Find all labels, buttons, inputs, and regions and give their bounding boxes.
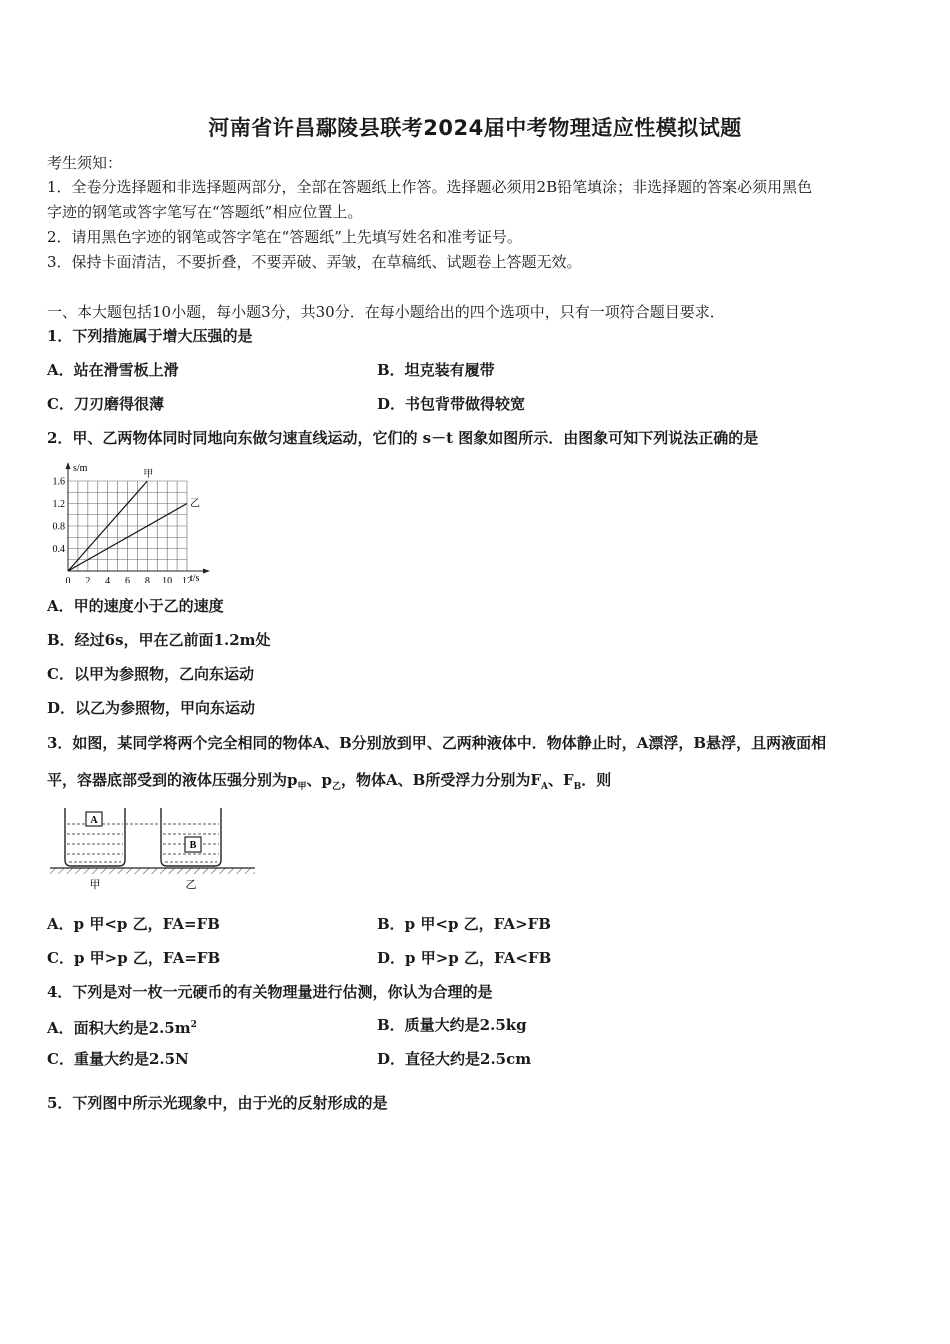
question-1-option-c: C．刀刃磨得很薄	[47, 395, 164, 413]
notice-heading: 考生须知：	[47, 154, 123, 172]
st-graph	[40, 458, 220, 583]
series-label-yi: 乙	[190, 498, 200, 510]
section-heading: 一、本大题包括10小题，每小题3分，共30分．在每小题给出的四个选项中，只有一项符合题目要求．	[47, 303, 725, 321]
x-tick-label: 12	[182, 576, 192, 583]
question-4-option-d: D．直径大约是2.5cm	[377, 1050, 532, 1068]
question-4-option-b: B．质量大约是2.5kg	[377, 1016, 527, 1034]
question-4-option-c: C．重量大约是2.5N	[47, 1050, 189, 1068]
x-tick-label: 2	[85, 576, 91, 583]
notice-item-2: 2．请用黑色字迹的钢笔或答字笔在“答题纸”上先填写姓名和准考证号。	[47, 228, 522, 246]
block-a-label: A	[90, 815, 98, 826]
y-tick-label: 1.2	[52, 499, 65, 510]
block-a	[86, 812, 102, 826]
label-jia: 甲	[89, 879, 101, 891]
label-yi: 乙	[185, 879, 197, 891]
y-axis-label: s/m	[73, 463, 88, 474]
question-3-option-b: B．p 甲<p 乙，FA>FB	[377, 915, 551, 933]
question-2-option-d: D．以乙为参照物，甲向东运动	[47, 699, 256, 717]
x-tick-label: 4	[105, 576, 111, 583]
question-3-stem-line-1: 3．如图，某同学将两个完全相同的物体A、B分别放到甲、乙两种液体中．物体静止时，A漂浮，B悬浮，且两液面相	[47, 734, 827, 752]
x-axis-label: t/s	[190, 573, 200, 583]
question-5-stem: 5．下列图中所示光现象中，由于光的反射形成的是	[47, 1094, 388, 1112]
ground-hatch	[50, 868, 255, 874]
block-b-label: B	[189, 840, 197, 851]
y-tick-label: 0.8	[52, 521, 65, 533]
x-tick-label: 6	[125, 576, 130, 583]
x-tick-label: 8	[144, 576, 150, 583]
question-4-option-a: A．面积大约是$2.5m^2$	[47, 1019, 197, 1037]
x-axis-arrow	[203, 569, 210, 574]
y-axis-arrow	[66, 462, 71, 469]
question-3-option-d: D．p 甲>p 乙，FA<FB	[377, 949, 552, 967]
block-b	[185, 837, 201, 852]
question-4-stem: 4．下列是对一枚一元硬币的有关物理量进行估测，你认为合理的是	[47, 983, 493, 1001]
x-tick-label: 10	[162, 576, 173, 583]
question-3-option-c: C．p 甲>p 乙，FA=FB	[47, 949, 221, 967]
question-1-option-d: D．书包背带做得较宽	[377, 395, 526, 413]
question-1-stem: 1．下列措施属于增大压强的是	[47, 327, 253, 345]
question-2-option-a: A．甲的速度小于乙的速度	[47, 597, 224, 615]
y-tick-label: 1.6	[52, 476, 65, 488]
question-2-option-c: C．以甲为参照物，乙向东运动	[47, 665, 254, 683]
notice-item-3: 3．保持卡面清洁，不要折叠，不要弄破、弄皱，在草稿纸、试题卷上答题无效。	[47, 253, 582, 271]
notice-item-1-line-2: 字迹的钢笔或答字笔写在“答题纸”相应位置上。	[47, 203, 363, 221]
question-1-option-a: A．站在滑雪板上滑	[47, 361, 179, 379]
buoyancy-figure	[45, 802, 260, 894]
question-3-option-a: A．p 甲<p 乙，FA=FB	[47, 915, 220, 933]
question-3-stem-line-2: 平，容器底部受到的液体压强分别为$p_甲$、$p_乙$，物体A、B所受浮力分别为$F_A$、$F_B$．则	[47, 771, 612, 792]
page-title: 河南省许昌鄢陵县联考2024届中考物理适应性模拟试题	[208, 116, 742, 140]
y-tick-label: 0.4	[52, 544, 65, 555]
question-2-stem: 2．甲、乙两物体同时同地向东做匀速直线运动，它们的 s－t 图象如图所示．由图象可知下列说法正确的是	[47, 429, 759, 447]
x-tick-label: 0	[65, 576, 71, 583]
series-label-jia: 甲	[143, 469, 154, 480]
question-2-option-b: B．经过6s，甲在乙前面1.2m处	[47, 631, 271, 649]
graph-grid	[68, 481, 187, 571]
question-1-option-b: B．坦克装有履带	[377, 361, 495, 379]
notice-item-1-line-1: 1．全卷分选择题和非选择题两部分，全部在答题纸上作答。选择题必须用2B铅笔填涂；非选择题的答案必须用黑色	[47, 178, 813, 196]
